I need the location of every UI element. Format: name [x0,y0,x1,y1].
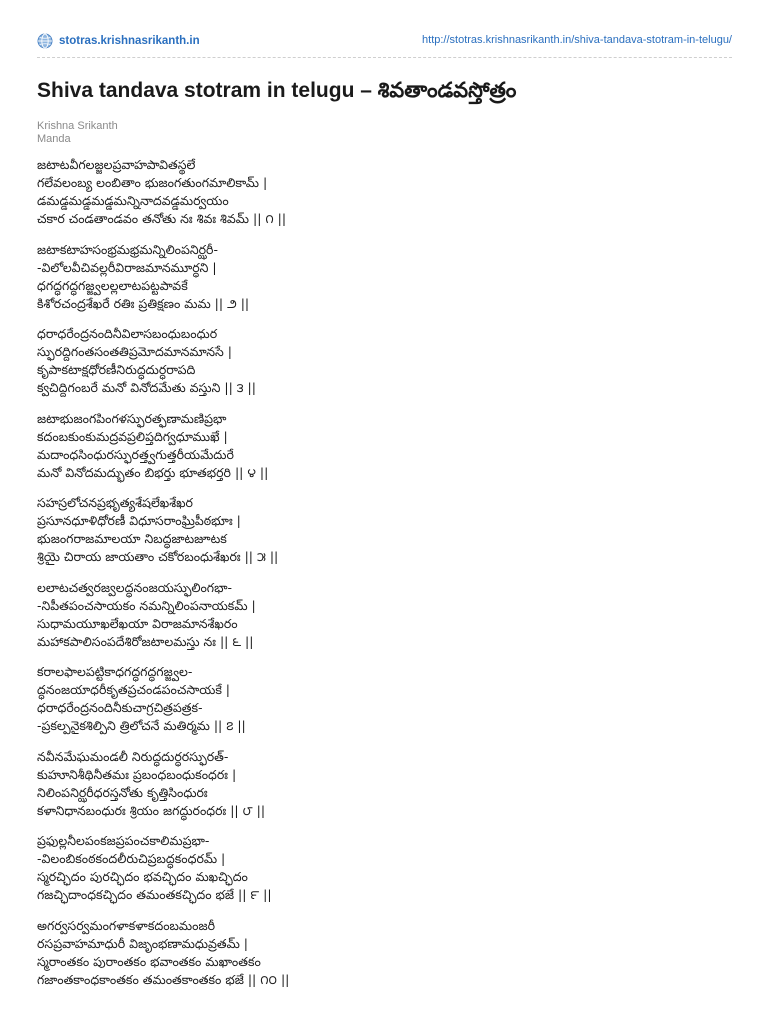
verse-line: ధరాధరేంద్రనందినీకుచాగ్రచిత్రపత్రక- [37,700,203,715]
page-title: Shiva tandava stotram in telugu – శివతాండవస్తోత్రం [37,79,517,102]
verse-line: అగర్వసర్వమంగళాకళాకదంబమంజరీ [37,917,216,933]
location: Manda [37,133,71,145]
globe-icon [37,33,53,49]
verse-block [37,156,737,241]
verse-block [37,494,737,579]
verse-line: -నిపీతపంచసాయకం నమన్నిలింపనాయకమ్ | [37,597,256,613]
verse-line: మదాంధసింధురస్ఫురత్త్వగుత్తరీయమేదురే [37,446,234,462]
verse-line: స్ఫురద్దిగంతసంతతిప్రమోదమానమానసే | [37,344,232,359]
verse-line: నిలింపనిర్ఝరీధరస్తనోతు కృత్తిసింధురః [37,784,208,800]
post-meta [37,120,118,146]
verse-block [37,325,737,410]
verse-line: భుజంగరాజమాలయా నిబద్ధజాటజూటక [37,531,227,546]
verse-line: సహస్రలోచనప్రభృత్యశేషలేఖశేఖర [37,495,193,510]
site-link[interactable] [37,33,200,49]
verse-block [37,917,737,1002]
verse-line: మహాకపాలిసంపదేశిరోజటాలమస్తు నః || ౬ || [37,633,254,649]
verse-line: ధగద్ధగద్ధగజ్జ్వలల్లలాటపట్టపావకే [37,277,188,293]
verse-line: ధరాధరేంద్రనందినీవిలాసబంధుబంధుర [37,326,218,341]
verse-line: జటాకటాహసంభ్రమభ్రమన్నిలింపనిర్ఝరీ- [37,241,218,257]
verse-line: స్మరాంతకం పురాంతకం భవాంతకం మఖాంతకం [37,953,261,969]
verse-line: ద్ధనంజయాధరీకృతప్రచండపంచసాయకే | [37,682,231,697]
verse-block [37,832,737,917]
verse-line: ప్రఫుల్లనీలపంకజప్రపంచకాలిమప్రభా- [37,833,210,848]
verse-line: గజాంతకాంధకాంతకం తమంతకాంతకం భజే || ౧౦ || [37,971,290,987]
verse-block [37,663,737,748]
verse-line: శ్రియై చిరాయ జాయతాం చకోరబంధుశేఖరః || ౫ || [37,549,279,564]
header-divider [37,57,732,58]
author-name: Krishna Srikanth [37,120,118,132]
stotram-body [37,156,737,1001]
verse-line: ప్రసూనధూళిధోరణీ విధూసరాంఘ్రిపీఠభూః | [37,513,241,528]
verse-line: కళానిధానబంధురః శ్రియం జగద్ధురంధరః || ౮ || [37,802,266,818]
verse-line: మనో వినోదమద్భుతం బిభర్తు భూతభర్తరి || ౪ || [37,464,269,480]
verse-line: జటాటవీగలజ్జలప్రవాహపావితస్థలే [37,157,196,172]
verse-line: గలేవలంబ్య లంబితాం భుజంగతుంగమాలికామ్ | [37,175,268,190]
verse-line: కరాలఫాలపట్టికాధగద్ధగద్ధగజ్జ్వల- [37,664,193,679]
verse-block [37,241,737,326]
verse-block [37,410,737,495]
verse-line: కృపాకటాక్షధోరణీనిరుద్ధదుర్ధరాపది [37,362,196,377]
page-header [37,30,732,52]
verse-line: సుధామయూఖలేఖయా విరాజమానశేఖరం [37,615,238,631]
verse-line: గజచ్ఛిదాంధకచ్ఛిదం తమంతకచ్ఛిదం భజే || ౯ || [37,887,272,902]
verse-line: కదంబకుంకుమద్రవప్రలిప్తదిగ్వధూముఖే | [37,428,228,444]
verse-block [37,579,737,664]
verse-line: డమడ్డమడ్డమడ్డమన్నినాదవడ్డమర్వయం [37,193,229,208]
site-name[interactable]: stotras.krishnasrikanth.in [59,35,200,47]
verse-block [37,748,737,833]
verse-line: కుహూనిశీథినీతమః ప్రబంధబంధుకంధరః | [37,766,237,782]
verse-line: జటాభుజంగపింగళస్ఫురత్ఫణామణిప్రభా [37,410,227,426]
verse-line: -విలోలవీచివల్లరీవిరాజమానమూర్ధని | [37,259,217,275]
verse-line: రసప్రవాహమాధురీ విజృంభణామధువ్రతమ్ | [37,935,248,951]
verse-line: నవీనమేఘమండలీ నిరుద్ధదుర్ధరస్ఫురత్- [37,748,229,764]
verse-line: స్మరచ్ఛిదం పురచ్ఛిదం భవచ్ఛిదం మఖచ్ఛిదం [37,869,248,884]
verse-line: కిశోరచంద్రశేఖరే రతిః ప్రతిక్షణం మమ || ౨ || [37,295,250,311]
page-url-link[interactable]: http://stotras.krishnasrikanth.in/shiva-tandava-stotram-in-telugu/ [422,34,732,46]
verse-line: క్వచిద్దిగంబరే మనో వినోదమేతు వస్తుని || ౩ || [37,380,256,395]
verse-line: చకార చండతాండవం తనోతు నః శివః శివమ్ || ౧ || [37,211,287,226]
verse-line: -విలంబికంఠకందలీరుచిప్రబద్ధకంధరమ్ | [37,851,226,866]
verse-line: -ప్రకల్పనైకశిల్పిని త్రిలోచనే మతిర్మమ || ౭ || [37,718,246,733]
verse-line: లలాటచత్వరజ్వలద్ధనంజయస్ఫులింగభా- [37,579,232,595]
